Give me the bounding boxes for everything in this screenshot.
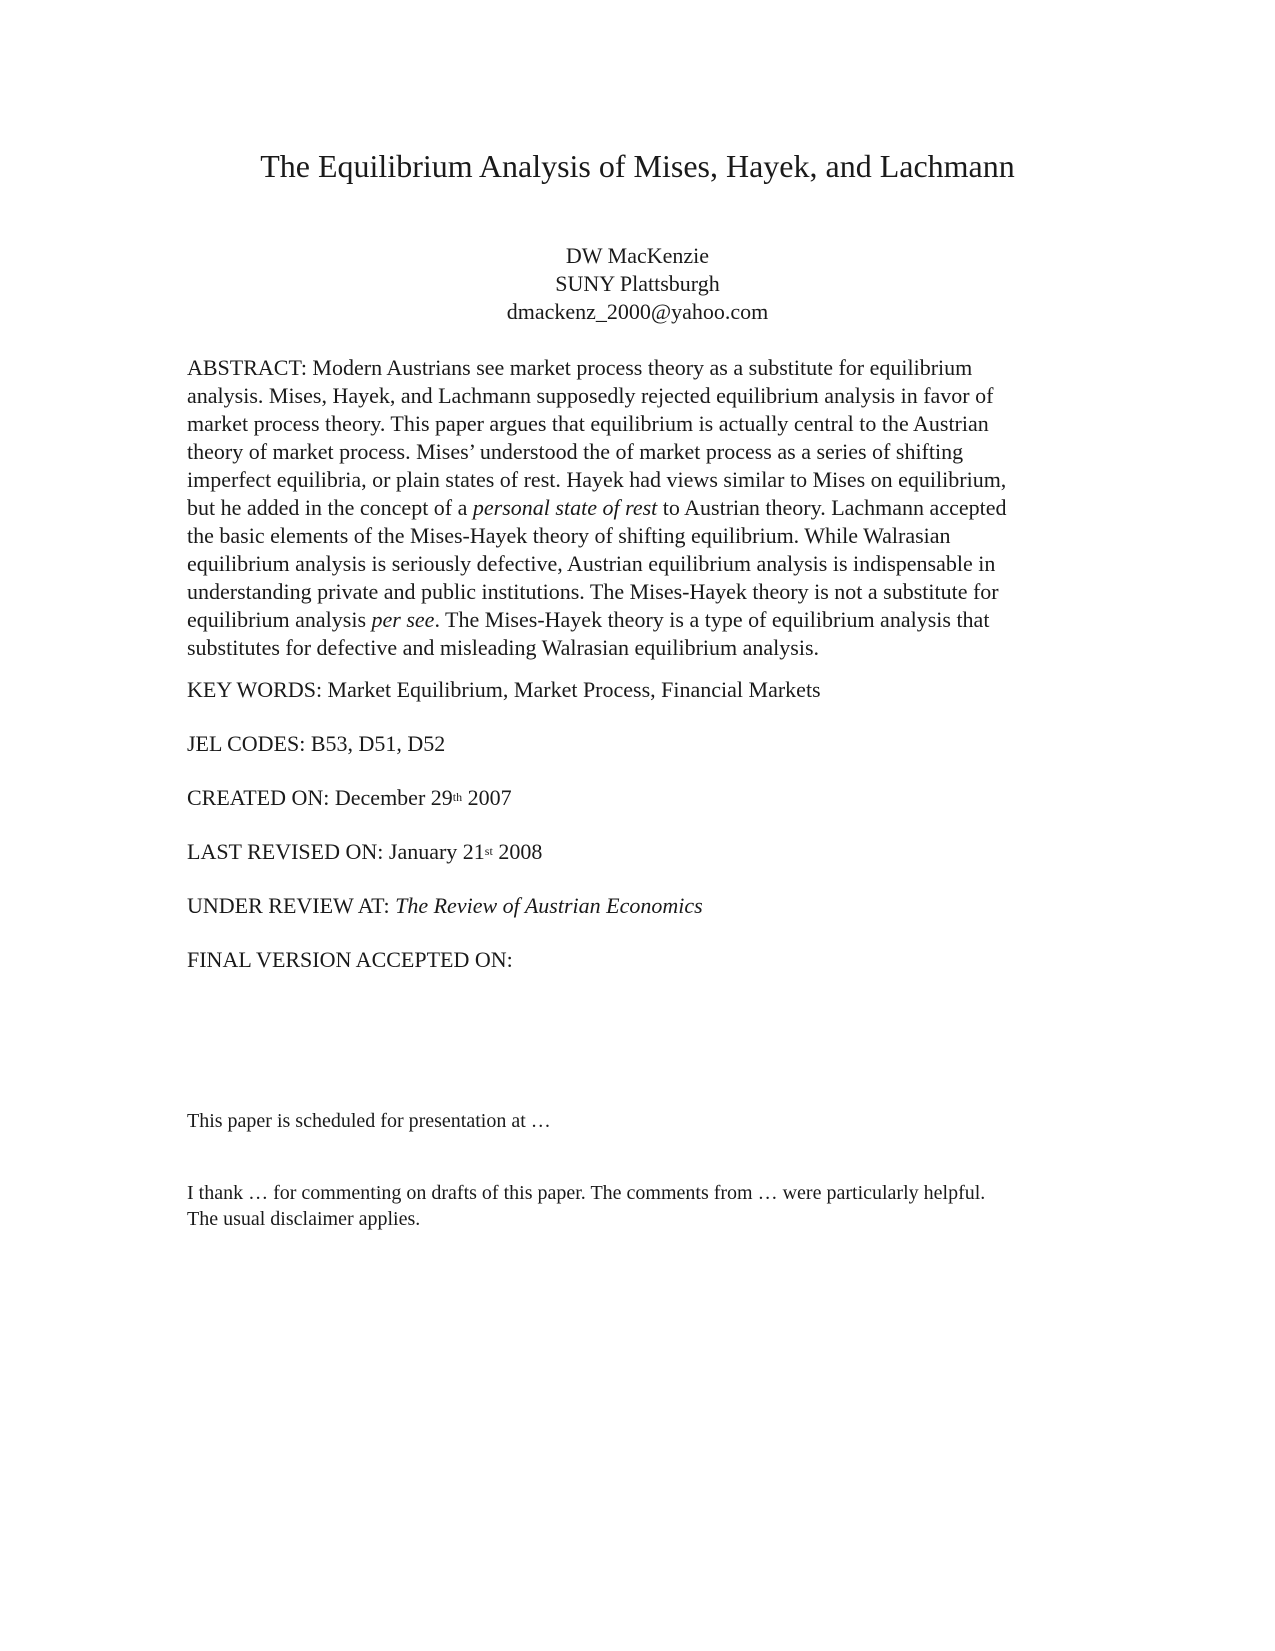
created-on-ordinal: th: [452, 790, 463, 804]
abstract-text: . The Mises-Hayek theory is a type of equilibrium analysis that: [434, 607, 990, 632]
abstract-line: substitutes for defective and misleading Walrasian equilibrium analysis.: [187, 635, 820, 660]
author-name: DW MacKenzie: [565, 243, 710, 268]
abstract: [187, 354, 1087, 662]
abstract-text: to Austrian theory. Lachmann accepted: [657, 495, 1007, 520]
keywords: KEY WORDS: Market Equilibrium, Market Process, Financial Markets: [187, 677, 821, 702]
acknowledgement: [187, 1180, 985, 1232]
final-version-accepted: FINAL VERSION ACCEPTED ON:: [187, 947, 513, 972]
last-revised-year: 2008: [492, 839, 543, 864]
abstract-line: [187, 494, 1087, 522]
abstract-line: ABSTRACT: Modern Austrians see market process theory as a substitute for equilibrium: [187, 355, 973, 380]
journal-name: The Review of Austrian Economics: [395, 893, 703, 918]
abstract-line: imperfect equilibria, or plain states of rest. Hayek had views similar to Mises on equilibrium,: [187, 467, 1007, 492]
author-affiliation: SUNY Plattsburgh: [555, 271, 720, 296]
abstract-line: analysis. Mises, Hayek, and Lachmann supposedly rejected equilibrium analysis in favor of: [187, 383, 994, 408]
abstract-line: theory of market process. Mises’ understood the of market process as a series of shifting: [187, 439, 964, 464]
created-on-year: 2007: [462, 785, 512, 810]
abstract-line: equilibrium analysis is seriously defective, Austrian equilibrium analysis is indispensable in: [187, 551, 996, 576]
abstract-line: understanding private and public institutions. The Mises-Hayek theory is not a substitute for: [187, 579, 999, 604]
created-on: [187, 784, 512, 812]
abstract-line: the basic elements of the Mises-Hayek theory of shifting equilibrium. While Walrasian: [187, 523, 951, 548]
last-revised-text: LAST REVISED ON: January 21: [187, 839, 485, 864]
under-review-label: UNDER REVIEW AT:: [187, 893, 396, 918]
last-revised-on: [187, 838, 542, 866]
presentation-note: This paper is scheduled for presentation at …: [187, 1110, 551, 1132]
abstract-line: [187, 606, 1087, 634]
abstract-line: market process theory. This paper argues that equilibrium is actually central to the Austrian: [187, 411, 989, 436]
abstract-text: but he added in the concept of a: [187, 495, 473, 520]
abstract-emphasis: personal state of rest: [472, 495, 658, 520]
author-block: [0, 242, 1275, 326]
acknowledgement-line: I thank … for commenting on drafts of this paper. The comments from … were particularly helpful.: [187, 1182, 986, 1204]
paper-title: The Equilibrium Analysis of Mises, Hayek, and Lachmann: [260, 148, 1015, 184]
last-revised-ordinal: st: [484, 844, 493, 858]
author-email: dmackenz_2000@yahoo.com: [506, 299, 769, 324]
abstract-text: equilibrium analysis: [187, 607, 372, 632]
jel-codes: JEL CODES: B53, D51, D52: [187, 731, 446, 756]
created-on-text: CREATED ON: December 29: [187, 785, 453, 810]
abstract-emphasis: per see: [371, 607, 435, 632]
acknowledgement-line: The usual disclaimer applies.: [187, 1208, 421, 1230]
under-review-at: [187, 892, 703, 920]
